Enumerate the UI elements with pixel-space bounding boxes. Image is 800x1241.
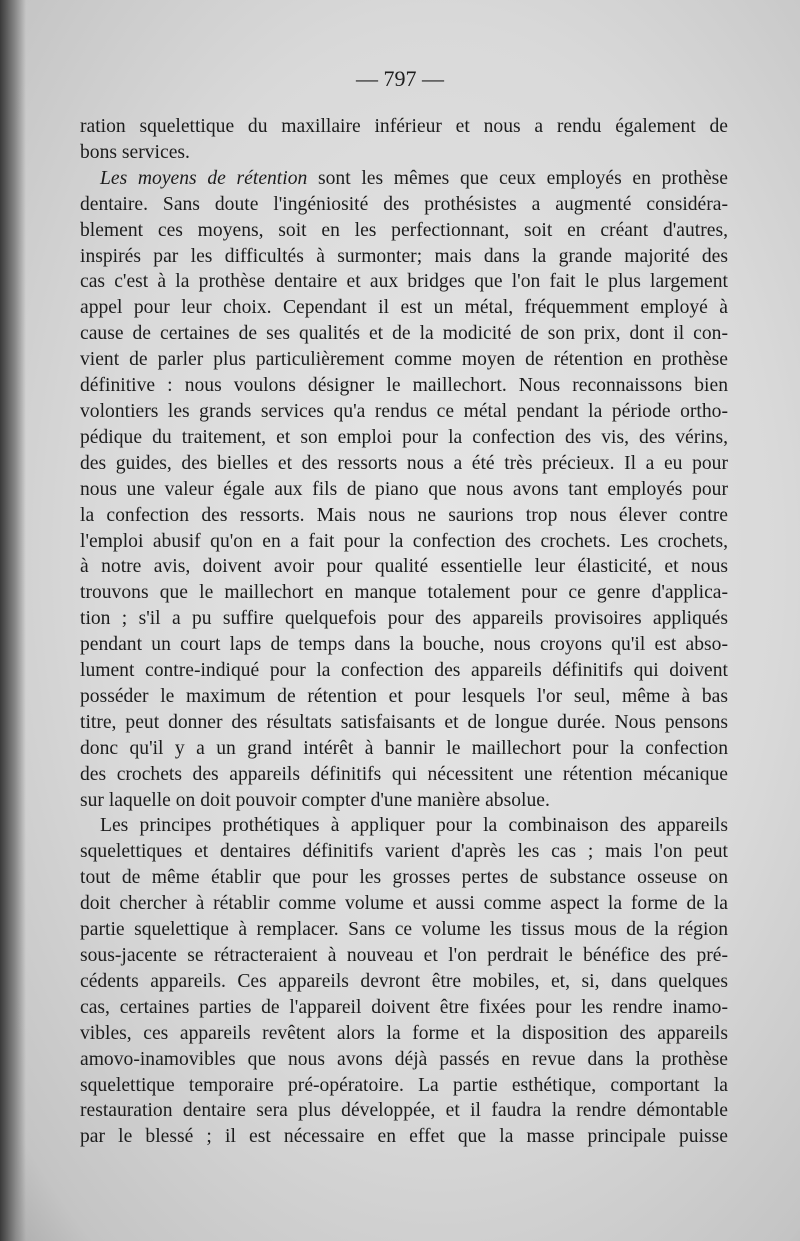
text-line: la confection des ressorts. Mais nous ne saurions trop nous élever contre [80,504,728,526]
text-line: à notre avis, doivent avoir pour qualité essentielle leur élasticité, et nous [80,556,728,578]
text-line: vibles, ces appareils revêtent alors la forme et la disposition des appareils [80,1022,728,1044]
text-line: ration squelettique du maxillaire inférieur et nous a rendu également de [80,116,728,137]
text-line: titre, peut donner des résultats satisfaisants et de longue durée. Nous pensons [80,711,728,733]
text-line: bons services. [80,141,190,163]
text-line: définitive : nous voulons désigner le maillechort. Nous reconnaissons bien [80,375,728,397]
text-line: inspirés par les difficultés à surmonter; mais dans la grande majorité des [80,245,728,267]
text-line: sur laquelle on doit pouvoir compter d'une manière absolue. [80,789,550,811]
text-line: des crochets des appareils définitifs qui nécessitent une rétention mécanique [80,763,728,785]
text-line: tion ; s'il a pu suffire quelquefois pour des appareils provisoires appliqués [80,608,728,630]
text-line: Les principes prothétiques à appliquer pour la combinaison des appareils [100,815,728,837]
text-line: lument contre-indiqué pour la confection des appareils définitifs qui doivent [80,660,728,682]
text-line: donc qu'il y a un grand intérêt à bannir le maillechort pour la confection [80,737,728,759]
paragraph-2 [80,166,728,814]
text-line: par le blessé ; il est nécessaire en effet que la masse principale puisse [80,1126,728,1148]
text-line: des guides, des bielles et des ressorts nous a été très précieux. Il a eu pour [80,452,728,474]
text-line: volontiers les grands services qu'a rendus ce métal pendant la période ortho- [80,400,728,422]
text-line: doit chercher à rétablir comme volume et aussi comme aspect la forme de la [80,893,728,915]
text-line: amovo-inamovibles que nous avons déjà passés en revue dans la prothèse [80,1048,728,1070]
text-line: cas, certaines parties de l'appareil doivent être fixées pour les rendre inamo- [80,996,728,1018]
text-line: cas c'est à la prothèse dentaire et aux bridges que l'on fait le plus largement [80,271,728,293]
text-line: trouvons que le maillechort en manque totalement pour ce genre d'applica- [80,582,728,604]
text-line: pédique du traitement, et son emploi pour la confection des vis, des vérins, [80,426,728,448]
text-line: partie squelettique à remplacer. Sans ce volume les tissus mous de la région [80,919,728,941]
text-line: blement ces moyens, soit en les perfectionnant, soit en créant d'autres, [80,219,728,241]
text-line: pendant un court laps de temps dans la bouche, nous croyons qu'il est abso- [80,634,728,656]
text-line: sous-jacente se rétracteraient à nouveau et l'on perdrait le bénéfice des pré- [80,945,728,966]
page-number: — 797 — [356,66,444,91]
text-line: l'emploi abusif qu'on en a fait pour la confection des crochets. Les crochets, [80,530,728,552]
body-text [80,114,728,1150]
text-line: squelettique temporaire pré-opératoire. La partie esthétique, comportant la [80,1074,728,1096]
text-line: cédents appareils. Ces appareils devront être mobiles, et, si, dans quelques [80,970,728,992]
text-line: appel pour leur choix. Cependant il est un métal, fréquemment employé à [80,297,728,319]
paragraph-3 [80,813,728,1150]
text-line: tout de même établir que pour les grosses pertes de substance osseuse on [80,867,728,889]
text-line: cause de certaines de ses qualités et de la modicité de son prix, dont il con- [80,323,728,345]
text-line: restauration dentaire sera plus développée, et il faudra la rendre démontable [80,1100,728,1122]
italic-lead: Les moyens de rétention [100,167,308,189]
text-line [80,166,728,192]
book-gutter-shadow [0,0,26,1241]
text-line: posséder le maximum de rétention et pour lesquels l'or seul, même à bas [80,685,728,707]
text-line: dentaire. Sans doute l'ingéniosité des prothésistes a augmenté considéra- [80,193,728,215]
text-line: nous une valeur égale aux fils de piano que nous avons tant employés pour [80,478,728,500]
text-line: squelettiques et dentaires définitifs varient d'après les cas ; mais l'on peut [80,841,728,863]
text-run: sont les mêmes que ceux employés en prothèse [307,167,728,189]
text-line: vient de parler plus particulièrement comme moyen de rétention en prothèse [80,349,728,371]
paragraph-1 [80,114,728,166]
